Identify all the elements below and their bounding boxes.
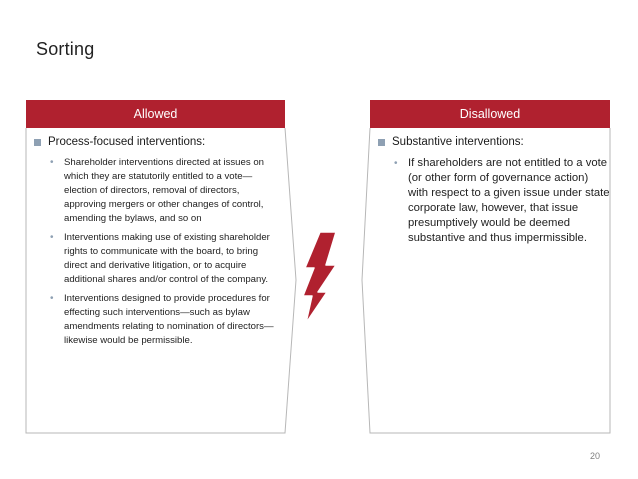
square-bullet-icon	[378, 139, 385, 146]
allowed-item-text: Interventions designed to provide procedures for effecting such interventions—such as bylaw amendments relating to nomination of directors—likewise would be permissible.	[64, 293, 274, 346]
disallowed-header: Disallowed	[370, 100, 610, 128]
slide-title: Sorting	[36, 39, 95, 59]
allowed-item-text: Interventions making use of existing shareholder rights to communicate with the board, to bring direct and derivative litigation, or to acquire additional shares and/or control of the company.	[64, 232, 270, 285]
dot-bullet-icon: •	[50, 232, 54, 243]
allowed-header: Allowed	[26, 100, 285, 128]
list-item	[50, 231, 282, 287]
disallowed-panel	[378, 135, 610, 250]
dot-bullet-icon: •	[394, 158, 398, 169]
disallowed-bullet-text: Substantive interventions:	[392, 136, 524, 148]
dot-bullet-icon: •	[50, 157, 54, 168]
list-item	[50, 156, 282, 226]
dot-bullet-icon: •	[50, 293, 54, 304]
page-number: 20	[590, 451, 601, 461]
allowed-item-text: Shareholder interventions directed at issues on which they are statutorily entitled to a vote—election of directors, removal of directors, approving mergers or other changes of control, amending the bylaws, and so on	[64, 157, 264, 224]
allowed-list	[34, 156, 282, 348]
list-item	[394, 156, 610, 246]
square-bullet-icon	[34, 139, 41, 146]
disallowed-item-text: If shareholders are not entitled to a vote (or other form of governance action) with respect to a given issue under state corporate law, however, that issue presumptively would be deemed substantive and thus impermissible.	[408, 157, 610, 244]
allowed-bullet-text: Process-focused interventions:	[48, 136, 206, 148]
allowed-panel	[34, 135, 282, 353]
list-item	[50, 292, 282, 348]
disallowed-list	[378, 156, 610, 246]
disallowed-bullet	[378, 135, 610, 150]
allowed-bullet	[34, 135, 282, 150]
lightning-bolt-icon	[300, 230, 340, 325]
